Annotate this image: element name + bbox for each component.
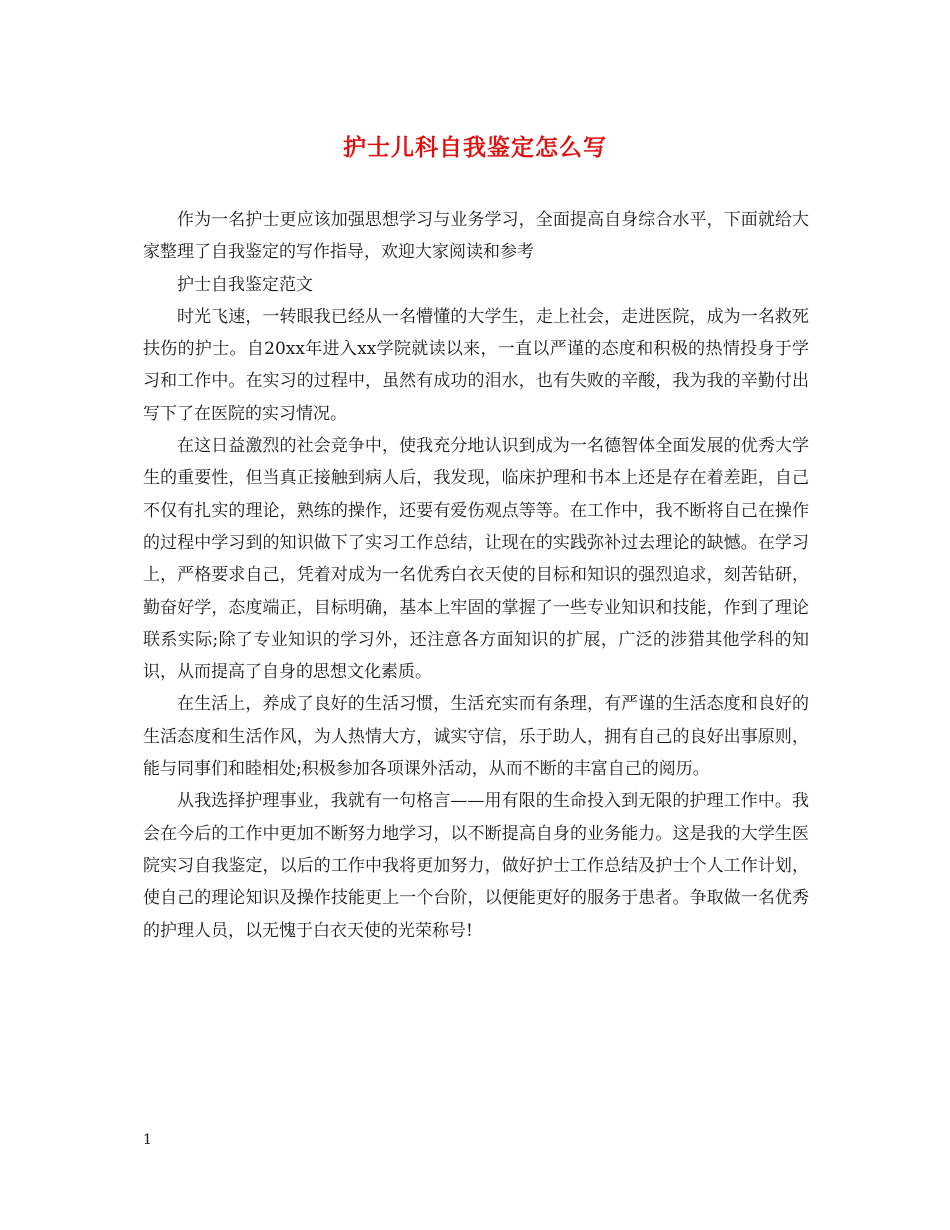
intro-paragraph: 作为一名护士更应该加强思想学习与业务学习，全面提高自身综合水平，下面就给大家整理了自我鉴定的写作指导，欢迎大家阅读和参考: [143, 210, 809, 263]
section-heading: 护士自我鉴定范文: [177, 274, 313, 295]
body-paragraph: 在生活上，养成了良好的生活习惯，生活充实而有条理，有严谨的生活态度和良好的生活态度和生活作风，为人热情大方，诚实守信，乐于助人，拥有自己的良好出事原则，能与同事们和睦相处;积极参加各项课外活动，从而不断的丰富自己的阅历。: [143, 694, 809, 780]
page-number: 1: [143, 1132, 152, 1148]
document-body: [143, 204, 809, 947]
body-paragraph: 时光飞速，一转眼我已经从一名懵懂的大学生，走上社会，走进医院，成为一名救死扶伤的护士。自20xx年进入xx学院就读以来，一直以严谨的态度和积极的热情投身于学习和工作中。在实习的过程中，虽然有成功的泪水，也有失败的辛酸，我为我的辛勤付出写下了在医院的实习情况。: [143, 306, 809, 424]
body-paragraph: 从我选择护理事业，我就有一句格言——用有限的生命投入到无限的护理工作中。我会在今后的工作中更加不断努力地学习，以不断提高自身的业务能力。这是我的大学生医院实习自我鉴定，以后的工作中我将更加努力，做好护士工作总结及护士个人工作计划，使自己的理论知识及操作技能更上一个台阶，以便能更好的服务于患者。争取做一名优秀的护理人员，以无愧于白衣天使的光荣称号!: [143, 791, 809, 941]
body-paragraph: 在这日益激烈的社会竞争中，使我充分地认识到成为一名德智体全面发展的优秀大学生的重要性，但当真正接触到病人后，我发现，临床护理和书本上还是存在着差距，自己不仅有扎实的理论，熟练的操作，还要有爱伤观点等等。在工作中，我不断将自己在操作的过程中学习到的知识做下了实习工作总结，让现在的实践弥补过去理论的缺憾。在学习上，严格要求自己，凭着对成为一名优秀白衣天使的目标和知识的强烈追求，刻苦钻研，勤奋好学，态度端正，目标明确，基本上牢固的掌握了一些专业知识和技能，作到了理论联系实际;除了专业知识的学习外，还注意各方面知识的扩展，广泛的涉猎其他学科的知识，从而提高了自身的思想文化素质。: [143, 436, 809, 683]
document-title: 护士儿科自我鉴定怎么写: [343, 134, 607, 161]
